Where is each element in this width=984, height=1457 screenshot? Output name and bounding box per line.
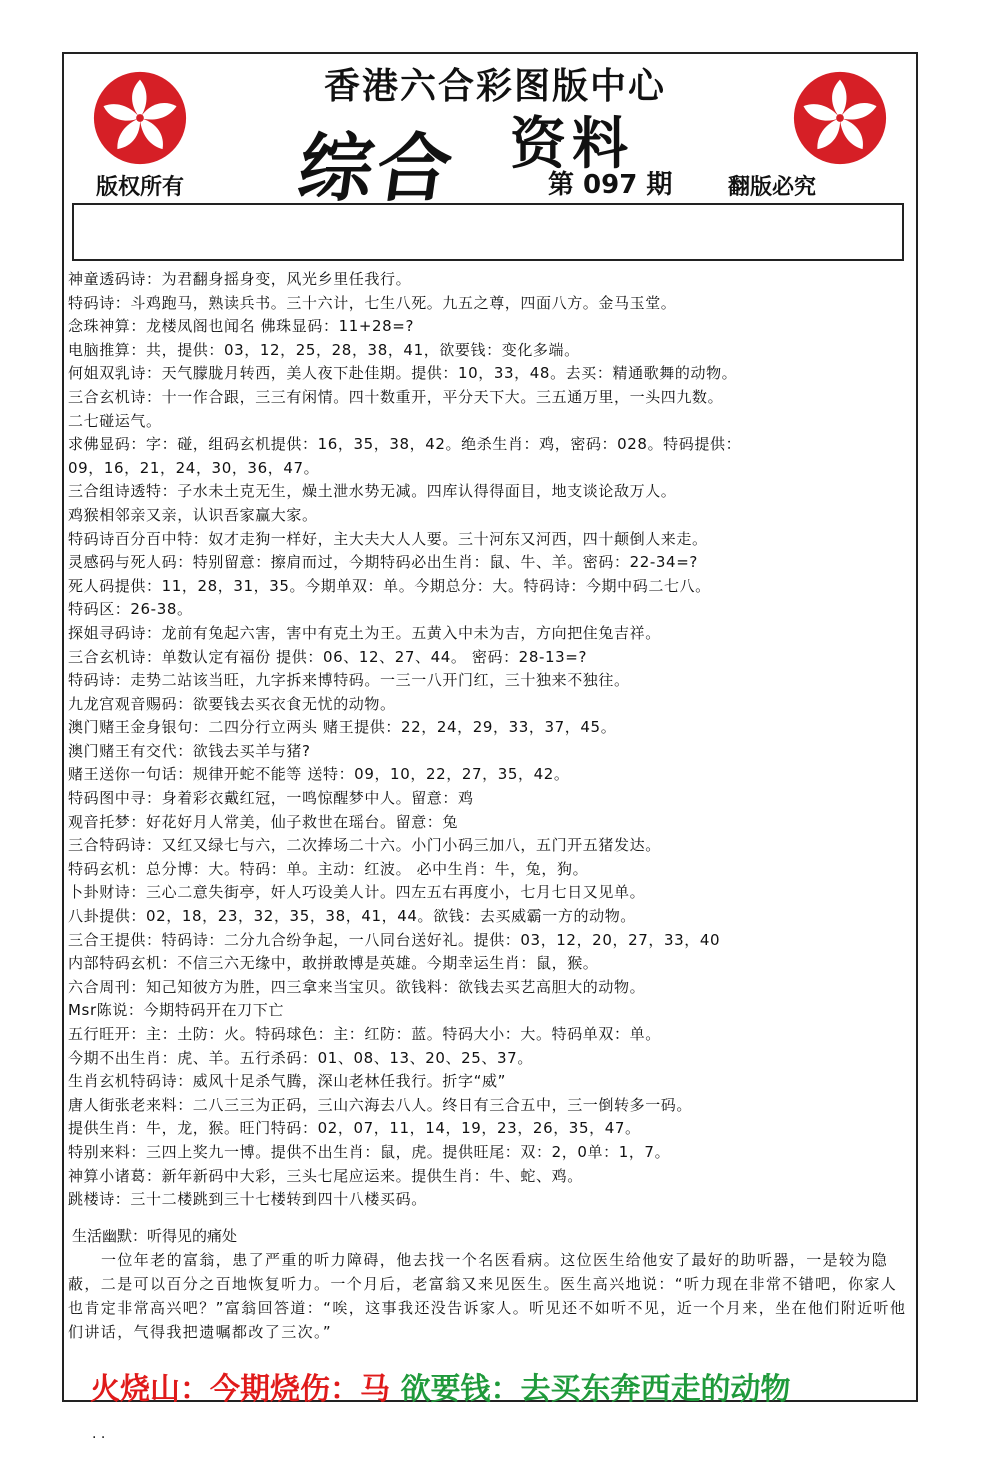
content-line: 特码诗：走势二站该当旺，九字拆来博特码。一三一八开门红，三十独来不独往。 [68,671,630,690]
big-title-right: 资料 [510,111,634,177]
content-line: 神算小诸葛：新年新码中大彩，三头七尾应运来。提供生肖：牛、蛇、鸡。 [68,1166,583,1185]
content-line: 唐人街张老来料：二八三三为正码，三山六海去八人。终日有三合五中，三一倒转多一码。 [68,1095,693,1114]
issue-number: 第 097 期 [548,170,673,200]
blank-box [72,203,904,261]
content-line: 灵感码与死人码：特别留意：擦肩而过，今期特码必出生肖：鼠、牛、羊。密码：22-34=? [68,553,698,572]
content-line: 澳门赌王金身银句：二四分行立两头 赌王提供：22，24，29，33，37，45。 [68,718,617,737]
story-body: 一位年老的富翁，患了严重的听力障碍，他去找一个名医看病。这位医生给他安了最好的助听器，一是较为隐蔽，二是可以百分之百地恢复听力。一个月后，老富翁又来见医生。医生高兴地说：“听力现在非常不错吧，你家人也肯定非常高兴吧？”富翁回答道：“唉，这事我还没告诉家人。听见还不如听不见，近一个月来，坐在他们附近听他们讲话，气得我把遗嘱都改了三次。” [68,1251,907,1341]
content-line: 神童透码诗：为君翻身摇身变，风光乡里任我行。 [68,270,412,288]
content-line: 生肖玄机特码诗：威风十足杀气腾，深山老林任我行。折字“威” [68,1072,506,1091]
content-line: 今期不出生肖：虎、羊。五行杀码：01、08、13、20、25、37。 [68,1048,533,1067]
big-title-left: 综合 [293,126,462,212]
footer-part-1: 火烧山：今期烧伤：马 [90,1372,390,1407]
footer-banner [90,1364,790,1408]
content-line: 特码玄机：总分博：大。特码：单。主动：红波。 必中生肖：牛，兔，狗。 [68,859,589,878]
content-line: 八卦提供：02，18，23，32，35，38，41，44。欲钱：去买威霸一方的动物。 [68,907,636,926]
content-line: 何姐双乳诗：天气朦胧月转西，美人夜下赴佳期。提供：10，33，48。去买：精通歌舞的动物。 [68,364,738,383]
content-line: 探姐寻码诗：龙前有兔起六害，害中有克土为王。五黄入中未为吉，方向把住兔吉祥。 [68,623,661,642]
content-line: 观音托梦：好花好月人常美，仙子救世在瑶台。留意：兔 [68,812,459,831]
content-line: 赌王送你一句话：规律开蛇不能等 送特：09，10，22，27，35，42。 [68,765,570,784]
content-line: 内部特码玄机：不信三六无缘中，敢拼敢博是英雄。今期幸运生肖：鼠，猴。 [68,954,599,973]
footer-part-2: 欲要钱：去买东奔西走的动物 [400,1372,791,1407]
content-line: 特码诗百分百中特：奴才走狗一样好，主大夫大人人要。三十河东又河西，四十颠倒人来走。 [68,529,708,548]
content-line: 二七碰运气。 [68,411,162,430]
humor-story [68,1224,910,1344]
piracy-warning-label: 翻版必究 [728,175,817,200]
content-line: 三合特码诗：又红又绿七与六，二次捧场二十六。小门小码三加八，五门开五猪发达。 [68,836,661,855]
content-line: 九龙宫观音赐码：欲要钱去买衣食无忧的动物。 [68,694,396,713]
content-line: 求佛显码：字：碰，组码玄机提供：16，35，38，42。绝杀生肖：鸡，密码：028。特码提供： [68,435,742,454]
content-line: 特码诗：斗鸡跑马，熟读兵书。三十六计，七生八死。九五之尊，四面八方。金马玉堂。 [68,293,677,312]
content-line: 鸡猴相邻亲又亲，认识吾家赢大家。 [68,505,318,524]
story-title: 生活幽默：听得见的痛处 [72,1227,238,1245]
content-line: 三合玄机诗：十一作合跟，三三有闲情。四十数重开，平分天下大。三五通万里，一头四九数。 [68,387,724,406]
content-lines [68,268,908,1212]
content-line: 特别来料：三四上奖九一博。提供不出生肖：鼠，虎。提供旺尾：双：2，0单：1，7。 [68,1142,671,1161]
content-line: 念珠神算：龙楼凤阁也闻名 佛珠显码：11+28=? [68,317,415,336]
bottom-dots: . . [92,1426,106,1442]
bauhinia-logo-left-icon [92,70,188,166]
content-line: 三合玄机诗：单数认定有福份 提供：06、12、27、44。 密码：28-13=? [68,647,588,666]
content-line: 五行旺开：主：土防：火。特码球色：主：红防：蓝。特码大小：大。特码单双：单。 [68,1025,661,1043]
content-line: Msr陈说：今期特码开在刀下亡 [68,1001,284,1020]
content-line: 电脑推算：共，提供：03，12，25，28，38，41，欲要钱：变化多端。 [68,340,580,359]
content-line: 六合周刊：知己知彼方为胜，四三拿来当宝贝。欲钱料：欲钱去买艺高胆大的动物。 [68,977,646,996]
content-line: 三合王提供：特码诗：二分九合纷争起，一八同台送好礼。提供：03，12，20，27，33，40 [68,930,721,949]
content-line: 卜卦财诗：三心二意失街亭，奸人巧设美人计。四左五右再度小，七月七日又见单。 [68,883,646,902]
content-line: 死人码提供：11，28，31，35。今期单双：单。今期总分：大。特码诗：今期中码二七八。 [68,576,711,595]
page-title: 香港六合彩图版中心 [323,65,666,107]
bauhinia-logo-right-icon [792,70,888,166]
content-line: 09，16，21，24，30，36，47。 [68,458,320,477]
content-line: 跳楼诗：三十二楼跳到三十七楼转到四十八楼买码。 [68,1190,427,1209]
content-line: 澳门赌王有交代：欲钱去买羊与猪? [68,741,311,760]
content-line: 特码图中寻：身着彩衣戴红冠，一鸣惊醒梦中人。留意：鸡 [68,789,474,808]
copyright-label: 版权所有 [96,175,185,200]
content-line: 三合组诗透特：子水未土克无生，燥土泄水势无减。四库认得得面目，地支谈论敌万人。 [68,482,677,501]
content-line: 特码区：26-38。 [68,600,193,619]
content-line: 提供生肖：牛，龙，猴。旺门特码：02，07，11，14，19，23，26，35，47。 [68,1119,641,1138]
